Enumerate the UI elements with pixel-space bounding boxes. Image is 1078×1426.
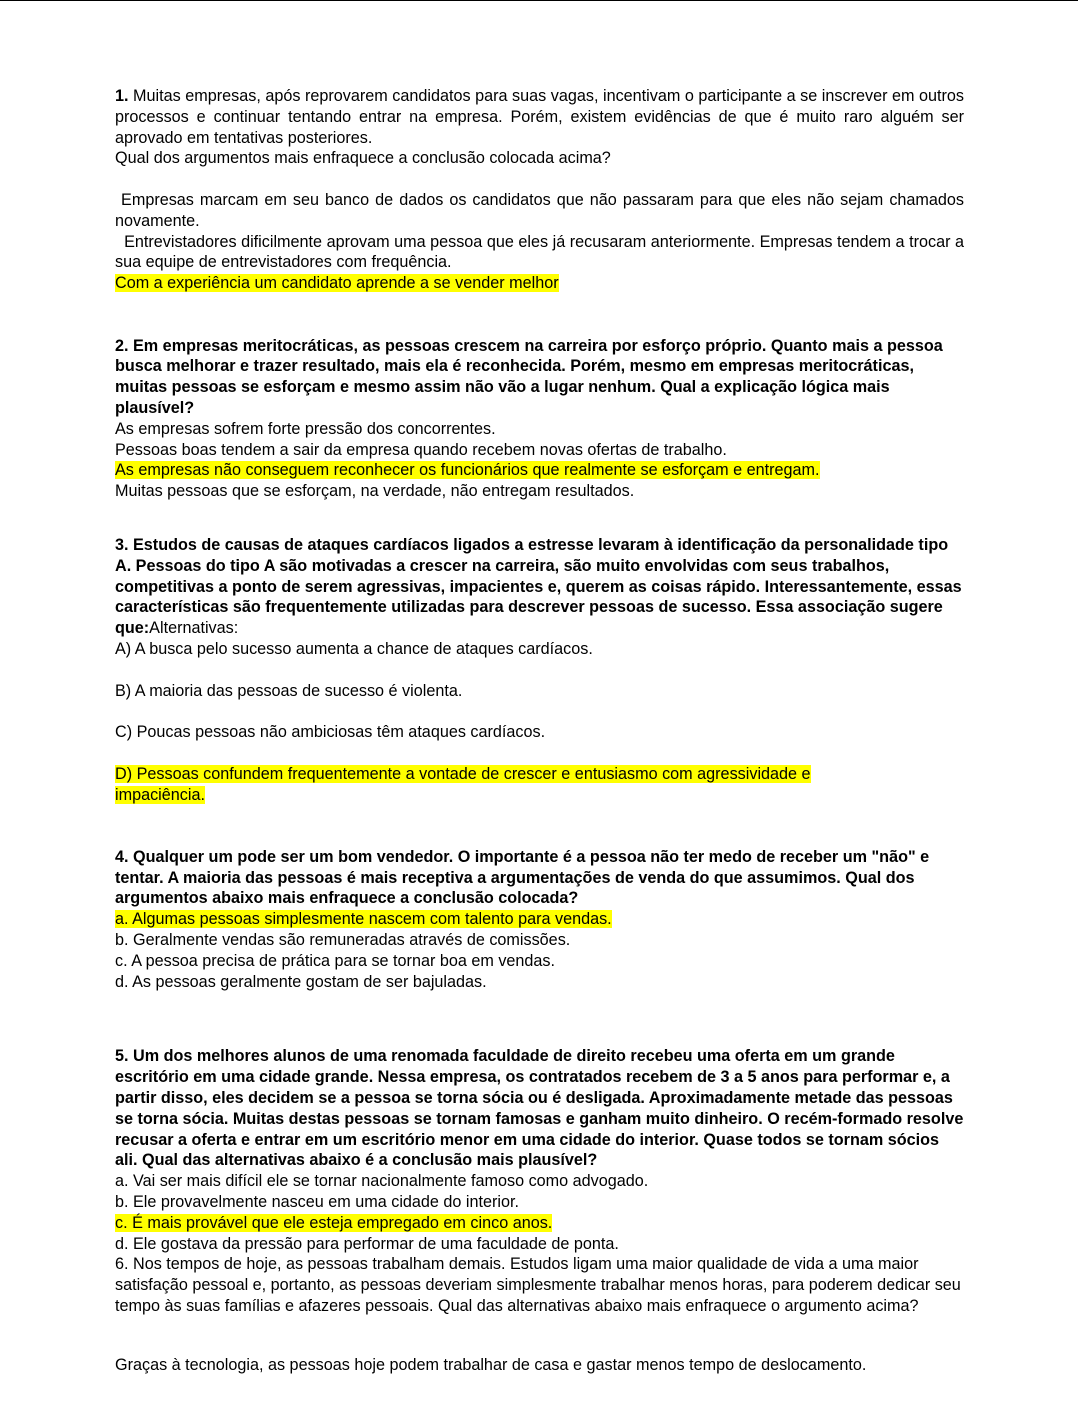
q5-option-a: a. Vai ser mais difícil ele se tornar nacionalmente famoso como advogado. xyxy=(115,1172,649,1191)
q3-option-b: B) A maioria das pessoas de sucesso é violenta. xyxy=(115,681,463,700)
q4-answer-highlight: a. Algumas pessoas simplesmente nascem com talento para vendas. xyxy=(115,910,612,929)
q6-statement: 6. Nos tempos de hoje, as pessoas trabalham demais. Estudos ligam uma maior qualidade de vida a uma maior satisfação pessoal e, portanto, as pessoas deveriam simplesmente trabalhar menos horas, para poderem dedicar seu tempo às suas famílias e afazeres pessoais. Qual das alternativas abaixo mais enfraquece o argumento acima? xyxy=(115,1255,961,1316)
q6-option-1: Graças à tecnologia, as pessoas hoje podem trabalhar de casa e gastar menos tempo de deslocamento. xyxy=(115,1355,867,1374)
q5-statement: 5. Um dos melhores alunos de uma renomada faculdade de direito recebeu uma oferta em um grande escritório em uma cidade grande. Nessa empresa, os contratados recebem de 3 a 5 anos para performar e, a partir disso, eles decidem se a pessoa se torna sócia ou é desligada. Aproximadamente metade das pessoas se torna sócia. Muitas destas pessoas se tornam famosas e ganham muito dinheiro. O recém-formado resolve recusar a oferta e entrar em um escritório menor em uma cidade do interior. Quase todos se tornam sócios ali. Qual das alternativas abaixo é a conclusão mais plausível? xyxy=(115,1047,964,1170)
q4-option-b: b. Geralmente vendas são remuneradas através de comissões. xyxy=(115,931,571,950)
q1-statement xyxy=(115,86,964,148)
q2-option-4: Muitas pessoas que se esforçam, na verdade, não entregam resultados. xyxy=(115,482,635,501)
q2-option-1: As empresas sofrem forte pressão dos concorrentes. xyxy=(115,419,496,438)
q3-option-c: C) Poucas pessoas não ambiciosas têm ataques cardíacos. xyxy=(115,723,546,742)
q3-statement xyxy=(115,535,964,639)
q3-alt-label: Alternativas: xyxy=(149,619,239,638)
document-page xyxy=(115,86,969,1376)
q1-number: 1. xyxy=(115,87,129,105)
q5-option-b: b. Ele provavelmente nasceu em uma cidade do interior. xyxy=(115,1193,520,1212)
q5-option-c-answer xyxy=(115,1213,964,1234)
q3-answer-highlight: D) Pessoas confundem frequentemente a vontade de crescer e entusiasmo com agressividade e impaciência. xyxy=(115,764,811,804)
q4-option-c: c. A pessoa precisa de prática para se tornar boa em vendas. xyxy=(115,951,556,970)
q2-answer-highlight: As empresas não conseguem reconhecer os funcionários que realmente se esforçam e entregam. xyxy=(115,461,820,480)
q2-option-3-answer xyxy=(115,460,964,481)
q1-option-3-answer xyxy=(115,273,964,294)
q3-statement-text: 3. Estudos de causas de ataques cardíacos ligados a estresse levaram à identificação da personalidade tipo A. Pessoas do tipo A são motivadas a crescer na carreira, são muito envolvidas com seus trabalhos, competitivas a ponto de serem agressivas, impacientes e, querem as coisas rápido. Interessantemente, essas características são frequentemente utilizadas para descrever pessoas de sucesso. Essa associação sugere que: xyxy=(115,535,962,638)
page-top-border xyxy=(0,0,1078,1)
q2-statement: 2. Em empresas meritocráticas, as pessoas crescem na carreira por esforço próprio. Quanto mais a pessoa busca melhorar e trazer resultado, mais ela é reconhecida. Porém, mesmo em empresas meritocráticas, muitas pessoas se esforçam e mesmo assim não vão a lugar nenhum. Qual a explicação lógica mais plausível? xyxy=(115,336,943,417)
q5-option-d: d. Ele gostava da pressão para performar de uma faculdade de ponta. xyxy=(115,1234,619,1253)
q2-option-2: Pessoas boas tendem a sair da empresa quando recebem novas ofertas de trabalho. xyxy=(115,440,727,459)
q3-option-d-answer xyxy=(115,764,895,806)
q1-answer-highlight: Com a experiência um candidato aprende a se vender melhor xyxy=(115,274,559,293)
q4-option-d: d. As pessoas geralmente gostam de ser bajuladas. xyxy=(115,972,487,991)
q1-option-1: Empresas marcam em seu banco de dados os candidatos que não passaram para que eles não sejam chamados novamente. xyxy=(115,190,969,230)
q1-option-2: Entrevistadores dificilmente aprovam uma pessoa que eles já recusaram anteriormente. Empresas tendem a trocar a sua equipe de entrevistadores com frequência. xyxy=(115,232,969,272)
q5-answer-highlight: c. É mais provável que ele esteja empregado em cinco anos. xyxy=(115,1213,553,1232)
q4-statement: 4. Qualquer um pode ser um bom vendedor. O importante é a pessoa não ter medo de receber um "não" e tentar. A maioria das pessoas é mais receptiva a argumentações de venda do que assumimos. Qual dos argumentos abaixo mais enfraquece a conclusão colocada? xyxy=(115,847,930,908)
q3-option-a: A) A busca pelo sucesso aumenta a chance de ataques cardíacos. xyxy=(115,639,593,658)
q4-option-a-answer xyxy=(115,909,964,930)
q1-statement-text: Muitas empresas, após reprovarem candidatos para suas vagas, incentivam o participante a se inscrever em outros processos e continuar tentando entrar na empresa. Porém, existem evidências de que é muito raro alguém ser aprovado em tentativas posteriores. xyxy=(115,87,964,147)
q1-question: Qual dos argumentos mais enfraquece a conclusão colocada acima? xyxy=(115,149,611,168)
